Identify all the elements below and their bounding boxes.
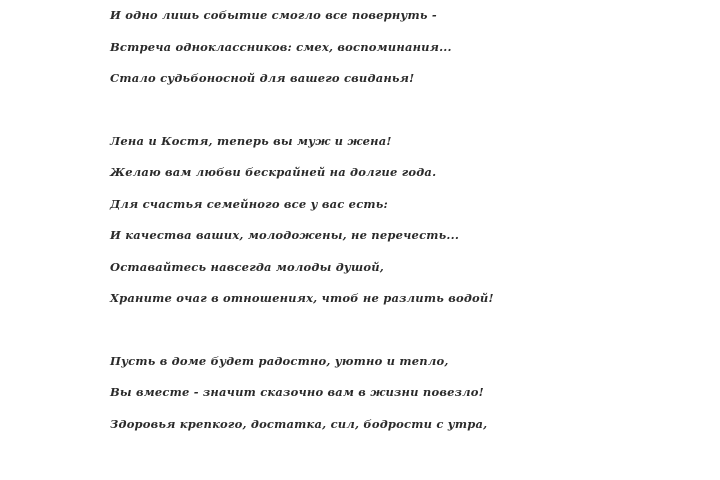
stanza-separator <box>110 315 680 346</box>
poem-line: И качества ваших, молодожены, не перечесть... <box>110 228 460 242</box>
poem-line: Пусть в доме будет радостно, уютно и тепло, <box>110 353 449 368</box>
poem-line: Лена и Костя, теперь вы муж и жена! <box>110 133 392 148</box>
poem-body <box>110 0 680 440</box>
poem-line: Желаю вам любви бескрайней на долгие года. <box>110 165 437 179</box>
poem-line: Для счастья семейного все у вас есть: <box>110 196 388 211</box>
stanza-separator <box>110 95 680 126</box>
poem-line: Оставайтесь навсегда молоды душой, <box>110 259 384 274</box>
poem-line: Встреча одноклассников: смех, воспоминания... <box>110 39 452 54</box>
poem-line: Стало судьбоносной для вашего свиданья! <box>110 71 415 85</box>
poem-line: Вы вместе - значит сказочно вам в жизни повезло! <box>110 385 484 399</box>
poem-line: И одно лишь событие смогло все повернуть - <box>110 8 437 22</box>
poem-line: Здоровья крепкого, достатка, сил, бодрости с утра, <box>110 416 488 431</box>
poem-line: Храните очаг в отношениях, чтоб не разлить водой! <box>110 291 494 305</box>
